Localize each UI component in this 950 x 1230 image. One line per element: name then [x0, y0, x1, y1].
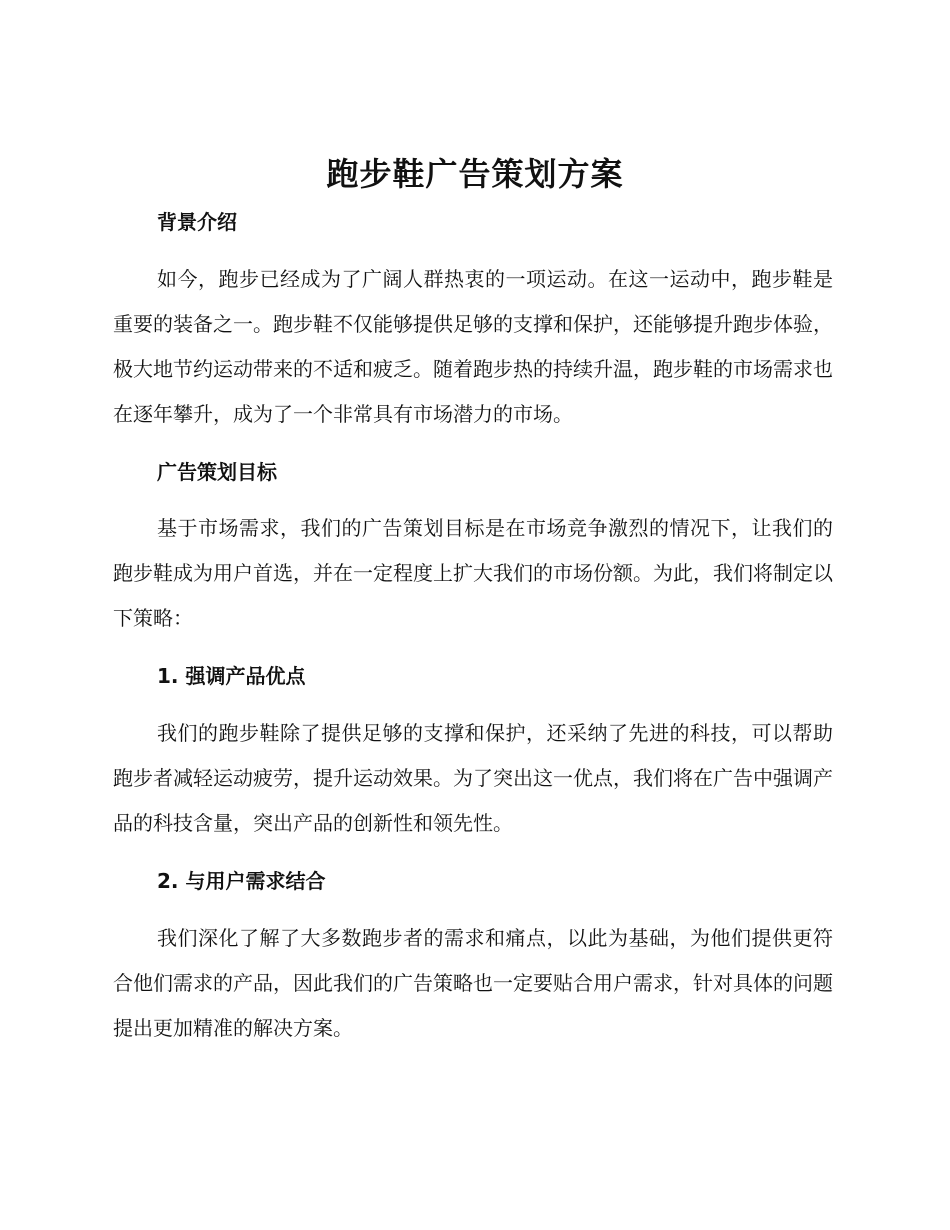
section-paragraph-background: 如今，跑步已经成为了广阔人群热衷的一项运动。在这一运动中，跑步鞋是重要的装备之一。跑步鞋不仅能够提供足够的支撑和保护，还能够提升跑步体验，极大地节约运动带来的不适和疲乏。随着跑步热的持续升温，跑步鞋的市场需求也在逐年攀升，成为了一个非常具有市场潜力的市场。	[113, 267, 833, 426]
section-heading-strategy-1: 1. 强调产品优点	[157, 664, 306, 688]
section-heading-background: 背景介绍	[157, 210, 237, 234]
section-paragraph-goal: 基于市场需求，我们的广告策划目标是在市场竞争激烈的情况下，让我们的跑步鞋成为用户首选，并在一定程度上扩大我们的市场份额。为此，我们将制定以下策略：	[113, 516, 833, 630]
section-heading-goal: 广告策划目标	[157, 460, 277, 484]
section-paragraph-strategy-1: 我们的跑步鞋除了提供足够的支撑和保护，还采纳了先进的科技，可以帮助跑步者减轻运动疲劳，提升运动效果。为了突出这一优点，我们将在广告中强调产品的科技含量，突出产品的创新性和领先性。	[113, 721, 833, 835]
section-heading-strategy-2: 2. 与用户需求结合	[157, 869, 326, 893]
document-title: 跑步鞋广告策划方案	[326, 155, 624, 193]
section-paragraph-strategy-2: 我们深化了解了大多数跑步者的需求和痛点，以此为基础，为他们提供更符合他们需求的产品，因此我们的广告策略也一定要贴合用户需求，针对具体的问题提出更加精准的解决方案。	[113, 926, 833, 1040]
